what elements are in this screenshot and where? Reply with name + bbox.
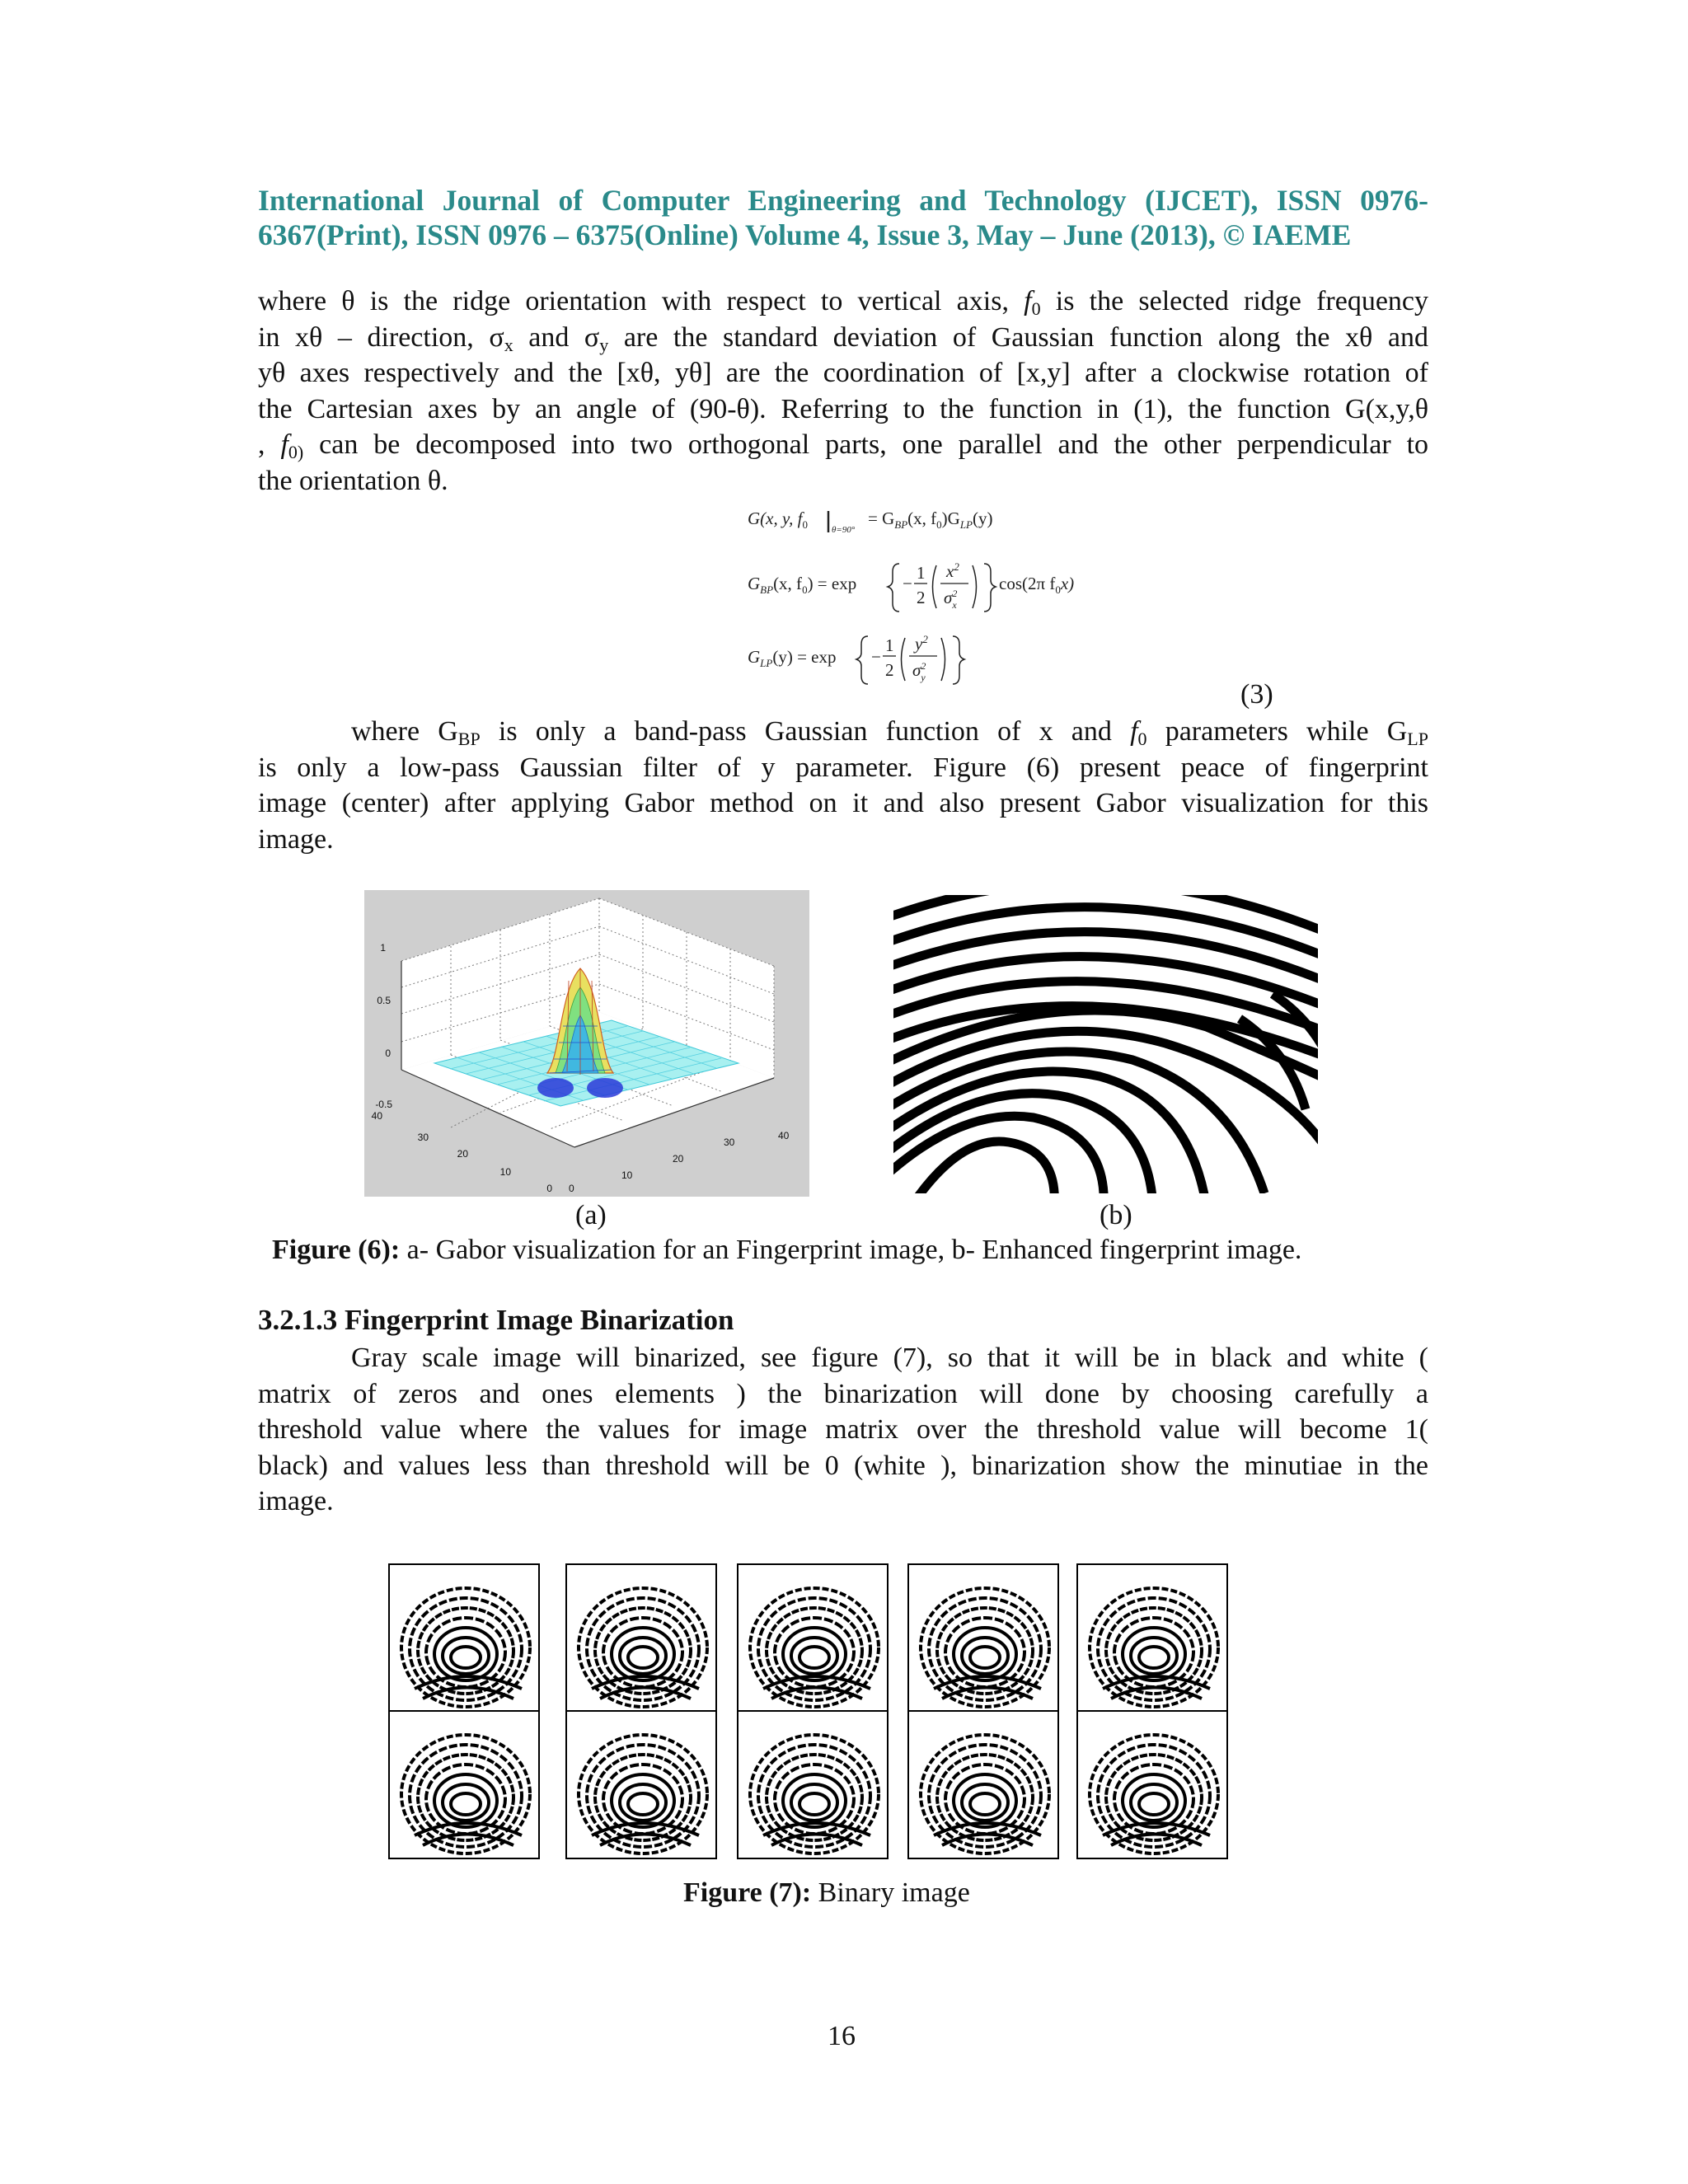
para1-line-1: where θ is the ridge orientation with respect to vertical axis, $f_0$ is the selected ridge frequency — [258, 286, 1429, 319]
equation-number: (3) — [1240, 679, 1273, 710]
binary-image-column-2 — [565, 1563, 717, 1859]
svg-text:θ=90°: θ=90° — [832, 525, 856, 535]
para3-line-2: matrix of zeros and ones elements ) the binarization will done by choosing carefully a — [258, 1378, 1428, 1409]
para1-line-5: , $f_{0)}$ can be decomposed into two orthogonal parts, one parallel and the other perpendicular to — [258, 429, 1429, 462]
figure6-label-b: (b) — [1100, 1200, 1132, 1230]
svg-text:1: 1 — [917, 563, 926, 583]
header-line-1: International Journal of Computer Engineering and Technology (IJCET), ISSN 0976- — [258, 184, 1428, 217]
svg-text:σ2x: $\sigma^2$ x — [944, 588, 958, 611]
binary-image-column-3 — [737, 1563, 889, 1859]
figure6-label-a: (a) — [575, 1200, 607, 1230]
binary-fingerprint-image — [567, 1565, 715, 1712]
svg-text:x2: $x^2$ — [946, 560, 959, 581]
y-tick-40: 40 — [371, 1110, 382, 1122]
binary-fingerprint-image — [738, 1712, 887, 1857]
equation-1 — [748, 509, 993, 535]
binary-image-column-1 — [388, 1563, 540, 1859]
para2-line-4: image. — [258, 823, 334, 855]
binary-image-column-5 — [1076, 1563, 1228, 1859]
equation-2 — [748, 560, 1074, 612]
equation-block — [746, 504, 1158, 694]
binary-fingerprint-image — [1078, 1565, 1226, 1712]
binary-fingerprint-image — [909, 1712, 1057, 1857]
x-tick-20: 20 — [673, 1153, 684, 1165]
paragraph-gabor-definition — [258, 284, 1428, 499]
z-tick-neg-0-5: -0.5 — [375, 1099, 392, 1110]
enhanced-fingerprint-image — [893, 895, 1318, 1193]
z-tick-1: 1 — [380, 942, 386, 954]
svg-text:1: 1 — [885, 635, 894, 655]
x-tick-10: 10 — [621, 1169, 633, 1181]
y-tick-0: 0 — [546, 1183, 552, 1194]
svg-text:= GBP(x, f0)GLP(y): = $G_{BP}(x$, $f_0)G_{LP}(y)$ — [868, 509, 993, 531]
paragraph-binarization — [258, 1340, 1428, 1520]
svg-text:GBP(x, f0) = exp: $G_{BP}(x$, $f_0) = \exp$ — [748, 574, 857, 596]
header-line-2: 6367(Print), ISSN 0976 – 6375(Online) Volume 4, Issue 3, May – June (2013), © IAEME — [258, 218, 1352, 251]
paragraph-gabor-decomposition — [258, 714, 1428, 857]
x-tick-30: 30 — [724, 1137, 735, 1148]
y-tick-30: 30 — [417, 1132, 429, 1143]
section-heading: 3.2.1.3 Fingerprint Image Binarization — [258, 1304, 734, 1336]
page-number: 16 — [828, 2021, 856, 2051]
z-tick-0-5: 0.5 — [377, 995, 391, 1006]
z-tick-0: 0 — [385, 1047, 391, 1059]
para3-line-1: Gray scale image will binarized, see figure (7), so that it will be in black and white ( — [351, 1343, 1428, 1373]
binary-fingerprint-image — [909, 1565, 1057, 1712]
figure7-caption: Figure (7): Binary image — [683, 1877, 970, 1908]
figure6-caption: Figure (6): a- Gabor visualization for an Fingerprint image, b- Enhanced fingerprint image. — [272, 1235, 1302, 1265]
binary-fingerprint-image — [738, 1565, 887, 1712]
svg-text:2: 2 — [917, 588, 926, 607]
para1-line-4: the Cartesian axes by an angle of (90-θ). Referring to the function in (1), the function G(x,y,θ — [258, 393, 1428, 424]
svg-text:2: 2 — [885, 660, 894, 680]
x-tick-0: 0 — [569, 1183, 574, 1194]
svg-text:GLP(y) = exp: $G_{LP}(y) = \exp$ — [748, 647, 837, 669]
x-tick-40: 40 — [778, 1130, 790, 1141]
y-tick-20: 20 — [457, 1148, 468, 1160]
svg-text:y2: $y^2$ — [915, 633, 928, 654]
binary-fingerprint-image — [390, 1565, 538, 1712]
para3-line-3: threshold value where the values for image matrix over the threshold value will become 1( — [258, 1414, 1428, 1445]
para1-line-2: in xθ – direction, $\sigma_x$ and $\sigma_y$ are the standard deviation of Gaussian function along the xθ and — [258, 321, 1428, 355]
para2-line-1: where $G_{BP}$ is only a band-pass Gaussian function of x and $f_0$ parameters while $G_{LP}$ — [351, 716, 1428, 749]
y-tick-10: 10 — [499, 1166, 511, 1178]
svg-text:G(x, y, f0: G(x, y, $f_0$ — [748, 509, 808, 531]
para1-line-6: the orientation θ. — [258, 465, 448, 496]
para1-line-3: yθ axes respectively and the [xθ, yθ] are the coordination of [x,y] after a clockwise rotation of — [258, 358, 1428, 388]
svg-text:−: − — [871, 647, 881, 667]
journal-header — [258, 183, 1428, 252]
gabor-3d-plot — [364, 890, 809, 1197]
svg-text:−: − — [903, 574, 912, 593]
binary-fingerprint-image — [390, 1712, 538, 1857]
svg-text:σ2y: $\sigma^2$ y — [912, 660, 926, 683]
equation-3 — [748, 633, 964, 684]
binary-fingerprint-image — [567, 1712, 715, 1857]
para2-line-3: image (center) after applying Gabor method on it and also present Gabor visualization for this — [258, 788, 1428, 818]
para3-line-4: black) and values less than threshold will be 0 (white ), binarization show the minutiae in the — [258, 1450, 1428, 1481]
para3-line-5: image. — [258, 1486, 334, 1516]
binary-image-column-4 — [907, 1563, 1059, 1859]
svg-text:cos(2π f0x): cos(2π $f_0x$) — [999, 574, 1075, 596]
binary-fingerprint-image — [1078, 1712, 1226, 1857]
para2-line-2: is only a low-pass Gaussian filter of y parameter. Figure (6) present peace of fingerprint — [258, 752, 1428, 783]
